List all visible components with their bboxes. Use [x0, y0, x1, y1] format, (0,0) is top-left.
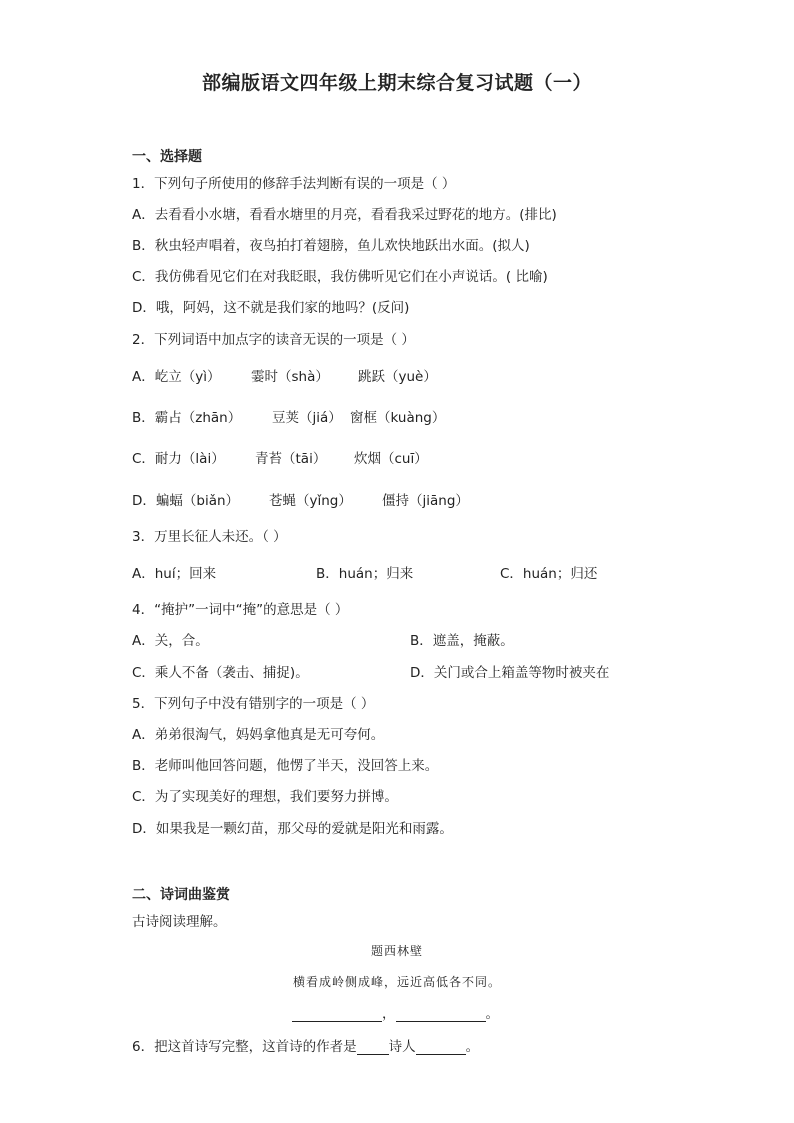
question-2-option-a-word-2: 霎时（shà） — [251, 369, 329, 385]
question-4-option-c: C．乘人不备（袭击、捕捉)。 — [132, 665, 309, 681]
question-3-stem: 3．万里长征人未还。（ ） — [132, 529, 287, 545]
question-4-option-b: B．遮盖，掩蔽。 — [410, 633, 514, 649]
question-3-option-c: C．huán；归还 — [500, 566, 598, 582]
question-6-text-1: 6．把这首诗写完整，这首诗的作者是 — [132, 1039, 357, 1055]
question-2-option-d-word-2: 苍蝇（yǐng） — [269, 493, 352, 509]
question-2-option-c-word-3: 炊烟（cuī） — [354, 451, 428, 467]
question-1-option-d: D．哦，阿妈，这不就是我们家的地吗？(反问) — [132, 300, 410, 316]
section-2-intro: 古诗阅读理解。 — [132, 914, 227, 930]
section-heading-poetry: 二、诗词曲鉴赏 — [132, 887, 230, 903]
question-1-option-a: A．去看看小水塘，看看水塘里的月亮，看看我采过野花的地方。(排比) — [132, 207, 557, 223]
question-2-option-b-word-2: 豆荚（jiá） — [272, 410, 342, 426]
question-5-option-a: A．弟弟很淘气，妈妈拿他真是无可夸何。 — [132, 727, 385, 743]
poem-comma: ， — [382, 1006, 396, 1022]
question-2-stem: 2．下列词语中加点字的读音无误的一项是（ ） — [132, 332, 415, 348]
question-5-option-c: C．为了实现美好的理想，我们要努力拼博。 — [132, 789, 398, 805]
poem-blank-2[interactable] — [396, 1007, 486, 1022]
question-2-option-c-word-1: C．耐力（lài） — [132, 451, 225, 467]
question-6-blank-dynasty[interactable] — [357, 1040, 389, 1055]
question-4-option-a: A．关，合。 — [132, 633, 209, 649]
question-2-option-a-word-1: A．屹立（yì） — [132, 369, 221, 385]
poem-line-2-blanks — [292, 1002, 499, 1022]
question-2-option-d-word-1: D．蝙蝠（biǎn） — [132, 493, 240, 509]
question-2-option-c-word-2: 青苔（tāi） — [255, 451, 327, 467]
question-4-stem: 4．“掩护”一词中“掩”的意思是（ ） — [132, 602, 349, 618]
section-heading-choice: 一、选择题 — [132, 149, 202, 165]
poem-period: 。 — [485, 1006, 499, 1022]
question-2-option-d-word-3: 僵持（jiāng） — [382, 493, 469, 509]
page-title: 部编版语文四年级上期末综合复习试题（一） — [201, 72, 592, 94]
question-4-option-d: D．关门或合上箱盖等物时被夹在 — [410, 665, 610, 681]
question-6 — [132, 1035, 479, 1055]
question-1-option-c: C．我仿佛看见它们在对我眨眼，我仿佛听见它们在小声说话。( 比喻) — [132, 269, 548, 285]
question-2-option-a-word-3: 跳跃（yuè） — [358, 369, 437, 385]
question-6-blank-author[interactable] — [416, 1040, 466, 1055]
question-3-option-a: A．huí；回来 — [132, 566, 217, 582]
poem-line-1: 横看成岭侧成峰，远近高低各不同。 — [292, 975, 501, 989]
question-6-text-2: 诗人 — [388, 1039, 416, 1055]
question-1-option-b: B．秋虫轻声唱着，夜鸟拍打着翅膀，鱼儿欢快地跃出水面。(拟人) — [132, 238, 530, 254]
question-5-stem: 5．下列句子中没有错别字的一项是（ ） — [132, 696, 375, 712]
question-2-option-b-word-1: B．霸占（zhān） — [132, 410, 242, 426]
question-6-text-3: 。 — [465, 1039, 480, 1055]
question-5-option-d: D．如果我是一颗幻苗，那父母的爱就是阳光和雨露。 — [132, 821, 453, 837]
question-3-option-b: B．huán；归来 — [316, 566, 414, 582]
poem-title: 题西林壁 — [370, 944, 423, 958]
question-1-stem: 1．下列句子所使用的修辞手法判断有误的一项是（ ） — [132, 176, 456, 192]
poem-blank-1[interactable] — [292, 1007, 382, 1022]
question-2-option-b-word-3: 窗框（kuàng） — [350, 410, 446, 426]
question-5-option-b: B．老师叫他回答问题，他愣了半天，没回答上来。 — [132, 758, 439, 774]
